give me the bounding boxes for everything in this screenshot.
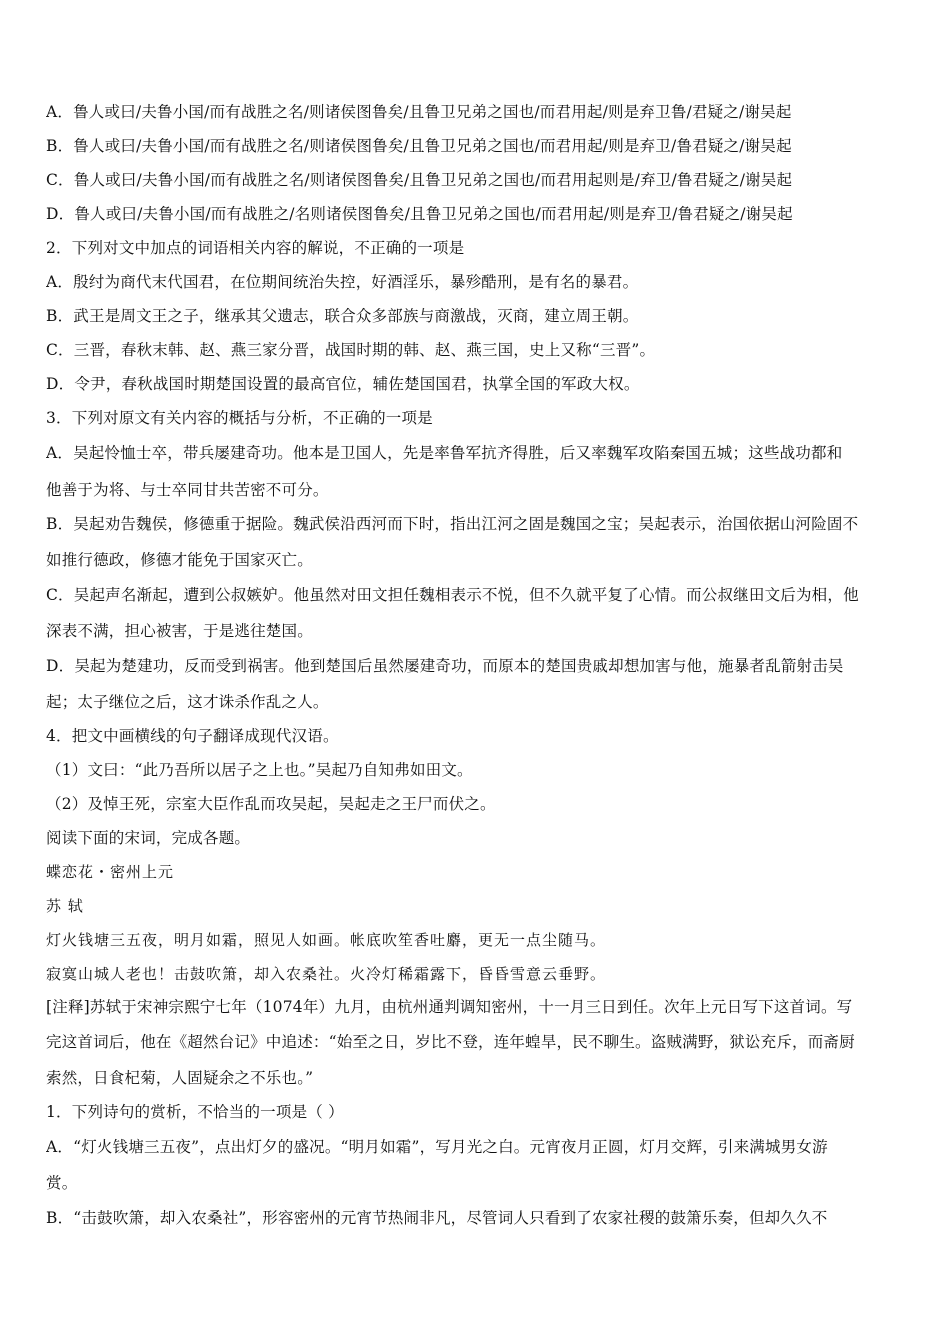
q3-option-c-line2: 深表不满，担心被害，于是逃往楚国。 bbox=[46, 622, 313, 640]
q3-option-a-line2: 他善于为将、与士卒同甘共苦密不可分。 bbox=[46, 481, 329, 499]
poem-line-1: 灯火钱塘三五夜，明月如霜，照见人如画。帐底吹笙香吐麝，更无一点尘随马。 bbox=[46, 931, 607, 949]
q4-item-1: （1）文曰：“此乃吾所以居子之上也。”吴起乃自知弗如田文。 bbox=[46, 761, 473, 779]
poem-q1-option-a-line1: A．“灯火钱塘三五夜”，点出灯夕的盛况。“明月如霜”，写月光之白。元宵夜月正圆，灯月交辉，引来满城男女游 bbox=[46, 1138, 828, 1156]
q3-option-b-line1: B．吴起劝告魏侯，修德重于据险。魏武侯沿西河而下时，指出江河之固是魏国之宝；吴起表示，治国依据山河险固不 bbox=[46, 515, 859, 533]
poem-note-line2: 完这首词后，他在《超然台记》中追述：“始至之日，岁比不登，连年蝗旱，民不聊生。盗贼满野，狱讼充斥，而斋厨 bbox=[46, 1033, 855, 1051]
q3-option-d-line2: 起；太子继位之后，这才诛杀作乱之人。 bbox=[46, 693, 329, 711]
poem-q1-stem: 1．下列诗句的赏析，不恰当的一项是（ ） bbox=[46, 1103, 344, 1121]
q1-option-b: B．鲁人或曰/夫鲁小国/而有战胜之名/则诸侯图鲁矣/且鲁卫兄弟之国也/而君用起/则是弃卫/鲁君疑之/谢吴起 bbox=[46, 137, 792, 155]
poem-q1-option-a-line2: 赏。 bbox=[46, 1174, 78, 1192]
poem-q1-option-b-line1: B．“击鼓吹箫，却入农桑社”，形容密州的元宵节热闹非凡，尽管词人只看到了农家社稷的鼓箫乐奏，但却久久不 bbox=[46, 1209, 828, 1227]
q3-option-b-line2: 如推行德政，修德才能免于国家灭亡。 bbox=[46, 551, 313, 569]
q2-option-d: D．令尹，春秋战国时期楚国设置的最高官位，辅佐楚国国君，执掌全国的军政大权。 bbox=[46, 375, 640, 393]
poem-author: 苏 轼 bbox=[46, 897, 84, 915]
q1-option-c: C．鲁人或曰/夫鲁小国/而有战胜之名/则诸侯图鲁矣/且鲁卫兄弟之国也/而君用起则是/弃卫/鲁君疑之/谢吴起 bbox=[46, 171, 793, 189]
poem-note-line1: [注释]苏轼于宋神宗熙宁七年（1074年）九月，由杭州通判调知密州，十一月三日到任。次年上元日写下这首词。写 bbox=[46, 998, 853, 1016]
q3-stem: 3．下列对原文有关内容的概括与分析，不正确的一项是 bbox=[46, 409, 433, 427]
q4-stem: 4．把文中画横线的句子翻译成现代汉语。 bbox=[46, 727, 339, 745]
q2-option-b: B．武王是周文王之子，继承其父遗志，联合众多部族与商激战，灭商，建立周王朝。 bbox=[46, 307, 639, 325]
q1-option-d: D．鲁人或曰/夫鲁小国/而有战胜之/名则诸侯图鲁矣/且鲁卫兄弟之国也/而君用起/则是弃卫/鲁君疑之/谢吴起 bbox=[46, 205, 793, 223]
q2-option-a: A．殷纣为商代末代国君，在位期间统治失控，好酒淫乐，暴殄酷刑，是有名的暴君。 bbox=[46, 273, 639, 291]
poem-note-line3: 索然，日食杞菊，人固疑余之不乐也。” bbox=[46, 1069, 314, 1087]
q3-option-a-line1: A．吴起怜恤士卒，带兵屡建奇功。他本是卫国人，先是率鲁军抗齐得胜，后又率魏军攻陷秦国五城；这些战功都和 bbox=[46, 444, 843, 462]
poem-line-2: 寂寞山城人老也！击鼓吹箫，却入农桑社。火冷灯稀霜露下，昏昏雪意云垂野。 bbox=[46, 965, 607, 983]
q1-option-a: A．鲁人或曰/夫鲁小国/而有战胜之名/则诸侯图鲁矣/且鲁卫兄弟之国也/而君用起/则是弃卫鲁/君疑之/谢吴起 bbox=[46, 103, 792, 121]
q2-option-c: C．三晋，春秋末韩、赵、燕三家分晋，战国时期的韩、赵、燕三国，史上又称“三晋”。 bbox=[46, 341, 656, 359]
q2-stem: 2．下列对文中加点的词语相关内容的解说，不正确的一项是 bbox=[46, 239, 465, 257]
reading-instruction: 阅读下面的宋词，完成各题。 bbox=[46, 829, 251, 847]
q3-option-c-line1: C．吴起声名渐起，遭到公叔嫉妒。他虽然对田文担任魏相表示不悦，但不久就平复了心情。而公叔继田文后为相，他 bbox=[46, 586, 859, 604]
q3-option-d-line1: D．吴起为楚建功，反而受到祸害。他到楚国后虽然屡建奇功，而原本的楚国贵戚却想加害与他，施暴者乱箭射击吴 bbox=[46, 657, 844, 675]
poem-title: 蝶恋花・密州上元 bbox=[46, 863, 175, 881]
q4-item-2: （2）及悼王死，宗室大臣作乱而攻吴起，吴起走之王尸而伏之。 bbox=[46, 795, 496, 813]
